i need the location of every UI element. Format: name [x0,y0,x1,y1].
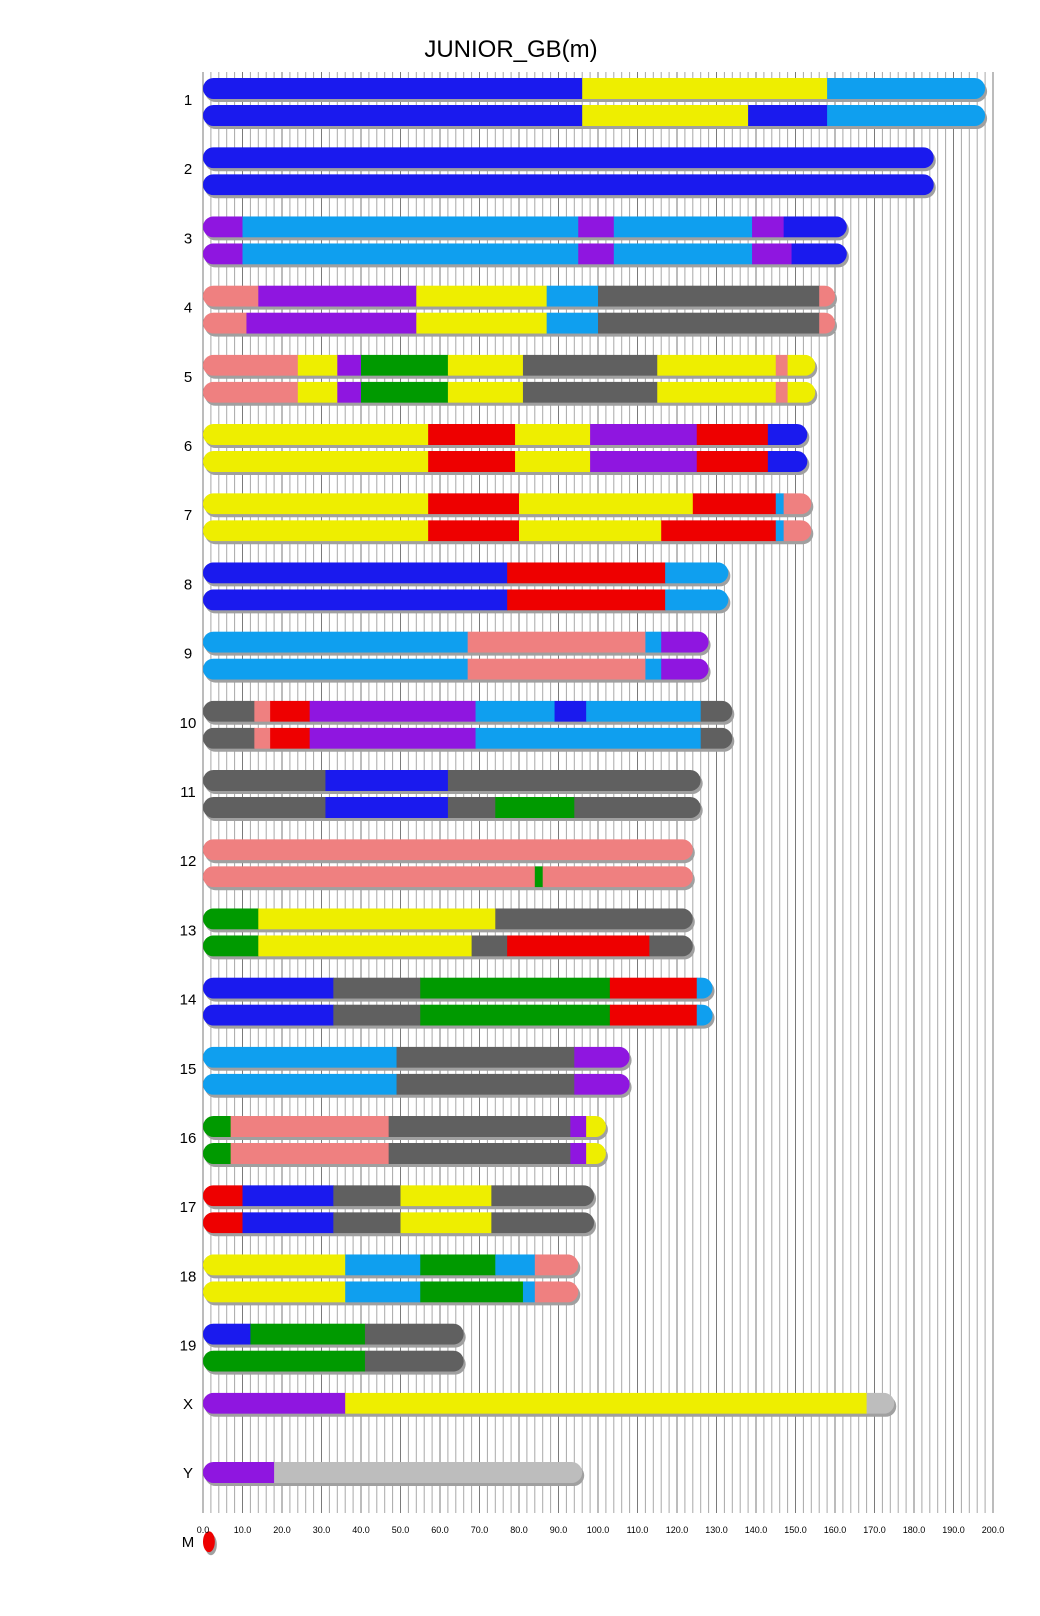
segment-green [535,866,544,887]
x-tick-label: 40.0 [352,1525,370,1535]
haplotype-bar [203,866,695,890]
segment-blue [325,797,448,818]
segment-salmon [203,355,298,376]
segment-skyblue [614,216,753,237]
segment-yellow [401,1185,492,1206]
segment-yellow [515,424,591,445]
segment-lightgray [867,1393,895,1414]
segment-blue [203,978,334,999]
segment-gray [365,1351,464,1372]
segment-red [661,520,776,541]
segment-skyblue [476,728,702,749]
segment-gray [701,728,733,749]
segment-skyblue [776,493,785,514]
x-tick-label: 10.0 [233,1525,252,1535]
segment-yellow [203,451,429,472]
haplotype-bar [203,1393,896,1417]
segment-skyblue [645,659,661,680]
chromosome-label: 8 [183,576,193,594]
segment-salmon [535,1281,579,1302]
segment-red [203,1212,243,1233]
segment-lightgray [274,1462,583,1483]
segment-salmon [468,659,646,680]
segment-green [420,1254,496,1275]
haplotype-bar [203,451,809,475]
segment-skyblue [827,78,986,99]
haplotype-bar [203,424,809,448]
segment-red [697,424,769,445]
x-tick-label: 30.0 [312,1525,331,1535]
x-tick-label: 0.0 [196,1525,210,1535]
chromosome-labels [180,92,197,1551]
x-tick-label: 190.0 [942,1525,965,1535]
segment-purple [661,659,709,680]
segment-red [693,493,777,514]
haplotype-bar [203,1074,632,1098]
haplotype-bar [203,78,987,102]
segment-skyblue [547,313,599,334]
segment-skyblue [547,286,599,307]
segment-salmon [203,839,693,860]
segment-green [420,1005,610,1026]
haplotype-bar [203,355,817,379]
segment-salmon [231,1116,390,1137]
segment-gray [491,1185,594,1206]
segment-blue [768,451,808,472]
haplotype-bar [203,1351,466,1375]
segment-yellow [401,1212,492,1233]
segment-gray [701,701,733,722]
segment-green [203,935,259,956]
segment-purple [203,216,243,237]
segment-green [420,978,610,999]
segment-green [250,1324,365,1345]
segment-skyblue [827,105,986,126]
segment-blue [203,562,508,583]
chromosome-label: 13 [179,922,197,940]
segment-gray [203,797,326,818]
haplotype-bar [203,632,711,656]
segment-skyblue [586,701,701,722]
haplotype-bar [203,935,695,959]
segment-green [203,1351,366,1372]
segment-yellow [203,1254,346,1275]
segment-yellow [788,355,816,376]
segment-blue [243,1185,334,1206]
segment-skyblue [203,1047,397,1068]
segment-purple [246,313,416,334]
segment-salmon [254,701,270,722]
chromosome-label: 16 [179,1130,197,1147]
segment-skyblue [776,520,785,541]
x-tick-label: 130.0 [705,1525,728,1535]
segment-gray [333,1005,421,1026]
haplotype-bar [203,908,695,932]
segment-skyblue [476,701,556,722]
segment-green [361,382,449,403]
segment-gray [389,1143,571,1164]
segment-yellow [203,493,429,514]
x-tick-label: 150.0 [784,1525,807,1535]
segment-yellow [258,935,472,956]
segment-purple [203,243,243,264]
haplotype-bar [203,1281,580,1305]
segment-salmon [231,1143,390,1164]
segment-skyblue [645,632,661,653]
segment-skyblue [523,1281,535,1302]
haplotype-bar [203,659,711,683]
segment-yellow [519,520,662,541]
segment-yellow [515,451,591,472]
segment-purple [203,1393,346,1414]
segment-yellow [258,908,496,929]
chromosome-label: 12 [179,853,197,871]
haplotype-bar [203,797,703,821]
segment-green [203,1143,231,1164]
segment-skyblue [614,243,753,264]
x-tick-label: 60.0 [431,1525,449,1535]
chromosome-label: 4 [183,299,193,317]
haplotype-bar [203,382,817,406]
chromosome-label: 9 [183,645,193,663]
x-tick-label: 110.0 [626,1525,649,1535]
chromosome-label: 5 [183,368,193,386]
segment-skyblue [243,216,579,237]
haplotype-bar [203,286,837,310]
segment-yellow [416,313,547,334]
segment-gray [203,701,255,722]
segment-gray [203,728,255,749]
segment-salmon [203,286,259,307]
segment-purple [590,451,697,472]
segment-purple [310,728,477,749]
haplotype-bar [203,1143,608,1167]
haplotype-bar [203,174,936,198]
haplotype-bar [203,1324,466,1348]
x-tick-label: 180.0 [902,1525,926,1535]
segment-skyblue [665,589,729,610]
haplotype-bar [203,1047,632,1071]
segment-blue [203,174,934,195]
segment-green [203,908,259,929]
segment-red [428,493,519,514]
segment-purple [752,216,784,237]
segment-gray [472,935,508,956]
segment-green [203,1116,231,1137]
segment-blue [243,1212,334,1233]
segment-purple [310,701,477,722]
segment-yellow [298,382,338,403]
haplotype-bar [203,839,695,863]
haplotype-bar [203,1212,596,1236]
segment-salmon [776,355,788,376]
x-tick-label: 70.0 [470,1525,489,1535]
haplotype-bar [203,770,703,794]
segment-purple [337,382,361,403]
segment-yellow [203,520,429,541]
segment-yellow [582,105,749,126]
segment-blue [792,243,848,264]
chromosome-label: 3 [183,230,193,248]
segment-purple [661,632,709,653]
chromosome-label: 1 [183,92,193,109]
segment-purple [590,424,697,445]
segment-skyblue [345,1254,421,1275]
haplotype-bar [203,1185,596,1209]
segment-yellow [657,382,776,403]
segment-skyblue [203,1074,397,1095]
segment-gray [203,770,326,791]
segment-salmon [543,866,694,887]
segment-purple [578,216,614,237]
x-tick-label: 120.0 [665,1525,689,1535]
segment-blue [325,770,448,791]
segment-purple [578,243,614,264]
segment-salmon [776,382,788,403]
haplotype-bar [203,978,715,1002]
segment-blue [203,78,583,99]
segment-gray [397,1074,575,1095]
chromosome-label: X [182,1395,194,1413]
haplotype-bar [203,520,813,544]
chromosome-bars [203,78,987,1555]
haplotype-bar [203,313,837,337]
segment-blue [768,424,808,445]
segment-red [507,562,666,583]
segment-blue [203,147,934,168]
segment-yellow [345,1393,867,1414]
x-tick-label: 100.0 [586,1525,610,1535]
x-tick-label: 170.0 [863,1525,886,1535]
chromosome-label: Y [182,1465,194,1482]
segment-gray [448,797,496,818]
segment-skyblue [345,1281,421,1302]
segment-gray [491,1212,594,1233]
segment-skyblue [243,243,579,264]
x-axis-ticks [197,1525,1005,1535]
segment-purple [570,1143,586,1164]
segment-purple [337,355,361,376]
segment-gray [574,797,701,818]
segment-red [507,935,650,956]
segment-red [610,978,698,999]
segment-red [270,701,310,722]
haplotype-bar [203,562,730,586]
segment-purple [203,1462,275,1483]
chromosome-label: 10 [179,714,197,732]
chromosome-label: 17 [179,1199,197,1217]
segment-blue [203,589,508,610]
chromosome-label: M [181,1534,195,1552]
segment-gray [598,286,820,307]
segment-red [507,589,666,610]
segment-red [610,1005,698,1026]
haplotype-bar [203,1005,715,1029]
segment-salmon [784,520,812,541]
chromosome-label: 7 [183,507,193,525]
segment-purple [258,286,417,307]
segment-yellow [519,493,693,514]
x-tick-label: 200.0 [981,1525,1005,1535]
segment-gray [523,355,658,376]
segment-yellow [582,78,828,99]
haplotype-bar [203,728,734,752]
chromosome-label: 11 [180,784,196,801]
x-tick-label: 20.0 [273,1525,291,1535]
segment-gray [649,935,693,956]
segment-purple [574,1047,630,1068]
segment-purple [570,1116,586,1137]
segment-yellow [448,355,524,376]
segment-gray [333,1212,401,1233]
segment-gray [523,382,658,403]
segment-yellow [203,1281,346,1302]
haplotype-bar [203,1254,580,1278]
haplotype-bar [203,589,730,613]
segment-skyblue [665,562,729,583]
segment-salmon [254,728,270,749]
segment-gray [397,1047,575,1068]
segment-skyblue [203,659,468,680]
segment-gray [333,978,421,999]
segment-skyblue [203,632,468,653]
chart-title: JUNIOR_GB(m) [424,36,598,63]
segment-red [428,520,519,541]
x-tick-label: 140.0 [744,1525,768,1535]
chromosome-label: 6 [183,438,193,455]
segment-gray [389,1116,571,1137]
segment-gray [365,1324,464,1345]
segment-yellow [416,286,547,307]
chromosome-label: 15 [179,1060,197,1078]
segment-red [428,451,516,472]
segment-blue [555,701,587,722]
segment-red [697,451,769,472]
x-tick-label: 90.0 [549,1525,568,1535]
x-tick-label: 80.0 [510,1525,528,1535]
chromosome-label: 18 [179,1268,197,1286]
segment-salmon [203,866,535,887]
haplotype-bar [203,1462,584,1486]
segment-salmon [535,1254,579,1275]
segment-blue [203,1324,251,1345]
segment-yellow [657,355,776,376]
segment-gray [448,770,701,791]
segment-yellow [788,382,816,403]
segment-green [361,355,449,376]
segment-salmon [203,313,247,334]
segment-blue [203,105,583,126]
segment-salmon [784,493,812,514]
segment-red [203,1185,243,1206]
segment-blue [748,105,828,126]
segment-purple [752,243,792,264]
haplotype-bar [203,493,813,517]
segment-green [495,797,575,818]
haplotype-bar [203,243,849,267]
segment-gray [495,908,693,929]
segment-blue [203,1005,334,1026]
chromosome-label: 19 [179,1337,197,1355]
haplotype-bar [203,147,936,171]
segment-salmon [203,382,298,403]
segment-yellow [203,424,429,445]
segment-gray [333,1185,401,1206]
segment-purple [574,1074,630,1095]
x-tick-label: 50.0 [391,1525,410,1535]
segment-green [420,1281,523,1302]
haplotype-bar [203,1116,608,1140]
segment-salmon [468,632,646,653]
segment-yellow [448,382,524,403]
segment-blue [784,216,848,237]
haplotype-bar [203,701,734,725]
haplotype-bar [203,105,987,129]
haplotype-bar [203,216,849,240]
chromosome-label: 2 [183,161,193,179]
x-tick-label: 160.0 [823,1525,847,1535]
segment-yellow [298,355,338,376]
segment-red [428,424,516,445]
chromosome-label: 14 [179,991,197,1009]
segment-red [270,728,310,749]
segment-skyblue [495,1254,535,1275]
segment-gray [598,313,820,334]
